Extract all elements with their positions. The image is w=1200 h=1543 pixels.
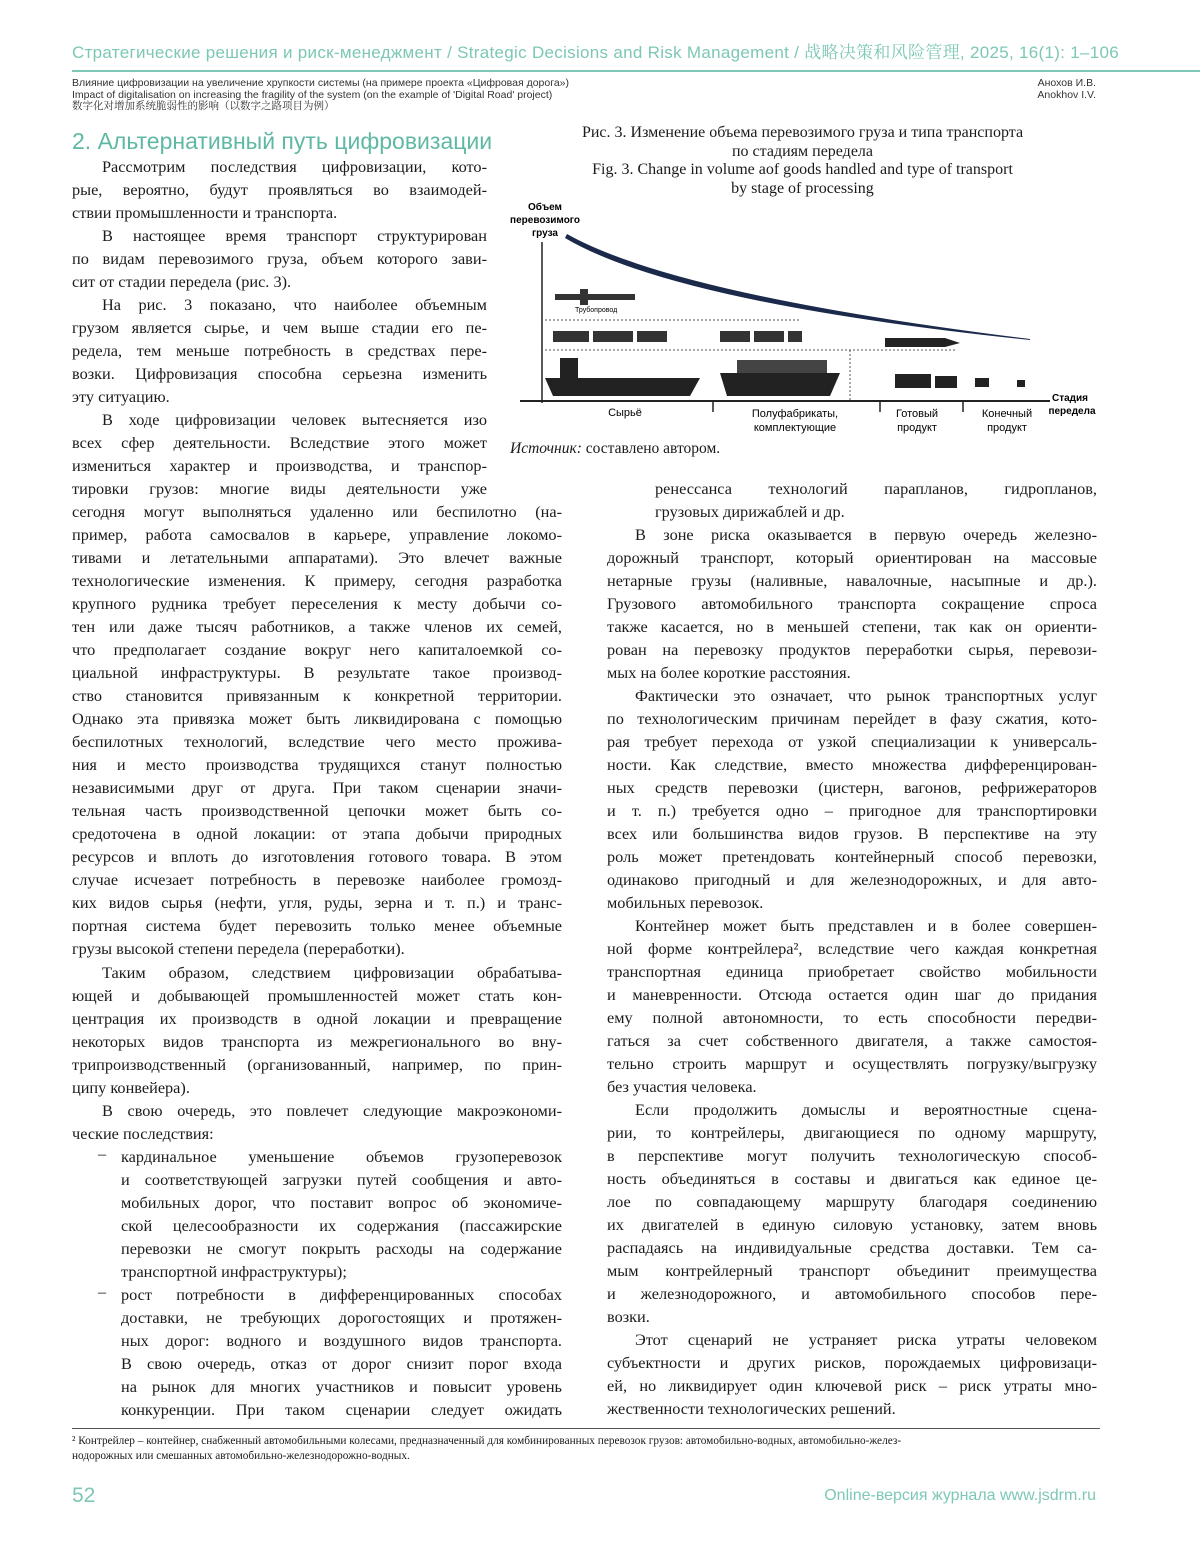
left-paragraph-4-narrow <box>72 408 487 500</box>
stage-label-raw: Сырьё <box>608 407 642 419</box>
text-line: рии, то контрейлеры, двигающиеся по одному маршруту, <box>607 1123 1097 1142</box>
right-paragraph-0 <box>655 477 1097 523</box>
text-line: кардинальное уменьшение объемов грузоперевозок <box>121 1147 562 1166</box>
text-line: ему полной автономности, то есть способности передви- <box>607 1008 1097 1027</box>
figure-source <box>510 440 720 458</box>
running-title-en: Impact of digitalisation on increasing the fragility of the system (on the example of 'Digital Road' project) <box>72 88 553 101</box>
text-line: трипроизводственный (организованный, например, по прин- <box>72 1055 562 1074</box>
text-line: перевозки не смогут покрыть расходы на содержание <box>121 1239 562 1258</box>
left-paragraph-6 <box>72 1099 562 1145</box>
text-line: ство становится привязанным к конкретной территории. <box>72 686 562 705</box>
pipeline-label: Трубопровод <box>575 307 618 314</box>
y-axis-label-1: Объем <box>528 202 562 213</box>
online-version-link[interactable]: Online-версия журнала www.jsdrm.ru <box>824 1487 1096 1504</box>
text-line: ствии промышленности и транспорта. <box>72 203 338 222</box>
right-paragraph-2 <box>607 684 1097 914</box>
source-text: составлено автором. <box>585 440 721 457</box>
text-line: некоторых видов транспорта из межрегионального во вну- <box>72 1032 562 1051</box>
text-line: Контейнер может быть представлен и в более совершен- <box>635 916 1097 935</box>
y-axis-label-3: груза <box>532 228 558 239</box>
left-paragraph-4-wide <box>72 500 562 960</box>
airplane-icon <box>885 338 960 347</box>
stage-label-final-2: продукт <box>987 422 1027 434</box>
caption-en-1: Fig. 3. Change in volume aof goods handled and type of transport <box>592 161 1013 178</box>
x-axis-label-1: Стадия <box>1051 393 1089 404</box>
text-line: также касается, но в меньшей степени, так как он ориенти- <box>607 617 1097 636</box>
text-line: возки. <box>607 1307 650 1326</box>
text-line: случае исчезает потребность в перевозке наиболее громозд- <box>72 870 562 889</box>
author-ru: Анохов И.В. <box>1037 77 1096 89</box>
right-paragraph-4 <box>607 1098 1097 1328</box>
train-icon <box>553 331 667 342</box>
text-line: гаться за счет собственного двигателя, а также самостоя- <box>607 1031 1097 1050</box>
text-line: транспортная единица приобретает свойство мобильности <box>607 962 1097 981</box>
x-axis-label-2: передела <box>1048 406 1096 417</box>
text-line: ей, но ликвидирует один ключевой риск – риск утраты мно- <box>607 1376 1097 1395</box>
left-paragraph-5 <box>72 961 562 1099</box>
caption-en-2: by stage of processing <box>731 179 874 197</box>
text-line: мобильных перевозок. <box>607 893 764 912</box>
figure-caption <box>510 124 1095 198</box>
text-line: ренессанса технологий парапланов, гидропланов, <box>655 479 1097 498</box>
text-line: на рынок для многих участников и повысит уровень <box>121 1377 562 1396</box>
text-line: нетарные грузы (наливные, навалочные, насыпные и др.). <box>607 571 1097 590</box>
text-line: средоточена в одной локации: от этапа добычи природных <box>72 824 562 843</box>
text-line: технологические изменения. К примеру, сегодня разработка <box>72 571 562 590</box>
stage-label-semi-1: Полуфабрикаты, <box>751 408 839 420</box>
left-paragraph-2 <box>72 224 487 293</box>
stage-label-semi-2: комплектующие <box>753 422 837 434</box>
tanker-ship-icon <box>545 378 700 396</box>
text-line: ской целесообразности их содержания (пассажирские <box>121 1216 562 1235</box>
text-line: рост потребности в дифференцированных способах <box>121 1285 562 1304</box>
text-line: возки. Цифровизация способна серьезна изменить <box>72 364 487 383</box>
text-line: всех сфер деятельности. Вследствие этого может <box>72 433 487 452</box>
text-line: Таким образом, следствием цифровизации обрабатыва- <box>102 963 562 982</box>
text-line: по видам перевозимого груза, объем которого зави- <box>72 249 487 268</box>
right-paragraph-5 <box>607 1328 1097 1420</box>
pipeline-icon <box>555 294 635 300</box>
journal-header: Стратегические решения и риск-менеджмент / Strategic Decisions and Risk Management / 战略决策和风险管理, 2025, 16(1): 1–106 <box>72 43 1120 62</box>
container-ship-icon <box>720 373 840 396</box>
text-line: тен или даже тысяч работников, а также членов их семей, <box>72 617 562 636</box>
text-line: роль может претендовать контейнерный способ перевозки, <box>607 847 1097 866</box>
truck-icon <box>935 376 957 388</box>
freight-train-icon <box>720 331 802 342</box>
text-line: и соответствующей загрузки путей сообщения и авто- <box>121 1170 562 1189</box>
text-line: всех или большинства видов грузов. В перспективе на эту <box>607 824 1097 843</box>
text-line: ких видов сырья (нефти, угля, руды, зерна и т. п.) и транс- <box>72 893 562 912</box>
running-title-ru: Влияние цифровизации на увеличение хрупкости системы (на примере проекта «Цифровая дорога») <box>72 77 569 89</box>
containers-icon <box>737 360 827 373</box>
text-line: грузы высокой степени передела (переработки). <box>72 939 405 958</box>
running-title-cn: 数字化对增加系统脆弱性的影响（以数字之路项目为例） <box>72 100 335 112</box>
delivery-robot-icon <box>1017 380 1025 387</box>
text-line: без участия человека. <box>607 1077 757 1096</box>
pipeline-valve-icon <box>580 289 588 305</box>
text-line: транспортной инфраструктуры); <box>121 1262 347 1281</box>
text-line: тельно строить маршрут и осуществлять погрузку/выгрузку <box>607 1054 1097 1073</box>
text-line: по технологическим причинам перейдет в фазу сжатия, кото- <box>607 709 1097 728</box>
figure-diagram <box>505 198 1100 438</box>
text-line: ность объединяться в составы и двигаться как единое це- <box>607 1169 1097 1188</box>
bullet-dash: – <box>98 1282 107 1301</box>
header-rule <box>72 70 1200 72</box>
text-line: распадаясь на индивидуальные средства доставки. Тем са- <box>607 1238 1097 1257</box>
stage-label-finished-2: продукт <box>897 422 937 434</box>
text-line: рая требует перехода от узкой специализации к универсаль- <box>607 732 1097 751</box>
running-title <box>72 78 569 113</box>
text-line: и т. п.) требуется одно – пригодное для транспортировки <box>607 801 1097 820</box>
text-line: доставки, не требующих дорогостоящих и протяжен- <box>121 1308 562 1327</box>
text-line: эту ситуацию. <box>72 387 170 406</box>
text-line: На рис. 3 показано, что наиболее объемным <box>102 295 487 314</box>
left-paragraph-1 <box>72 155 487 224</box>
right-paragraph-3 <box>607 914 1097 1098</box>
text-line: В ходе цифровизации человек вытесняется изо <box>102 410 487 429</box>
text-line: тельная часть производственной цепочки может быть со- <box>72 801 562 820</box>
footnote-line-2: нодорожных или смешанных автомобильно-железнодорожно-водных. <box>72 1450 410 1462</box>
text-line: ной форме контрейлера², вследствие чего каждая конкретная <box>607 939 1097 958</box>
text-line: ческие последствия: <box>72 1124 214 1143</box>
text-line: мым контрейлерный транспорт объединит преимущества <box>607 1261 1097 1280</box>
text-line: ресурсов и вплоть до изготовления готового товара. В этом <box>72 847 562 866</box>
text-line: грузом является сырье, и чем выше стадии его пе- <box>72 318 487 337</box>
source-label: Источник: <box>510 440 582 457</box>
text-line: ных дорог: водного и воздушного видов транспорта. <box>121 1331 562 1350</box>
text-line: что предполагает создание вокруг него капиталоемкой со- <box>72 640 562 659</box>
footnote-rule <box>72 1428 1100 1429</box>
text-line: крупного рудника требует переселения к месту добычи со- <box>72 594 562 613</box>
text-line: ющей и добывающей промышленностей может стать кон- <box>72 986 562 1005</box>
caption-ru-1: Рис. 3. Изменение объема перевозимого груза и типа транспорта <box>581 124 1024 141</box>
text-line: мых на более короткие расстояния. <box>607 663 851 682</box>
bullet-item-1 <box>121 1145 562 1283</box>
text-line: тивами и летательными аппаратами). Это влечет важные <box>72 548 562 567</box>
text-line: В зоне риска оказывается в первую очередь железно- <box>635 525 1097 544</box>
text-line: В свою очередь, отказ от дорог снизит порог входа <box>121 1354 562 1373</box>
text-line: их двигателей в единую силовую установку, затем вновь <box>607 1215 1097 1234</box>
text-line: В настоящее время транспорт структурирован <box>102 226 487 245</box>
text-line: сегодня могут выполняться удаленно или беспилотно (на- <box>72 502 562 521</box>
text-line: портная система будет перевозить только менее объемные <box>72 916 562 935</box>
text-line: Если продолжить домыслы и вероятностные сцена- <box>635 1100 1097 1119</box>
text-line: субъектности и других рисков, порождаемых цифровизаци- <box>607 1353 1097 1372</box>
text-line: Этот сценарий не устраняет риска утраты человеком <box>635 1330 1097 1349</box>
text-line: в перспективе могут получить технологическую способ- <box>607 1146 1097 1165</box>
text-line: и маневренности. Отсюда остается один шаг до придания <box>607 985 1097 1004</box>
text-line: ных средств перевозки (цистерн, вагонов, рефрижераторов <box>607 778 1097 797</box>
text-line: независимыми друг от друга. При таком сценарии значи- <box>72 778 562 797</box>
text-line: тировки грузов: многие виды деятельности уже <box>72 479 487 498</box>
text-line: Грузового автомобильного транспорта сокращение спроса <box>607 594 1097 613</box>
text-line: Однако эта привязка может быть ликвидирована с помощью <box>72 709 562 728</box>
text-line: ципу конвейера). <box>72 1078 190 1097</box>
text-line: ния и место производства трудящихся станут полностью <box>72 755 562 774</box>
text-line: жественности технологических решений. <box>607 1399 896 1418</box>
text-line: ности. Как следствие, вместо множества дифференцирован- <box>607 755 1097 774</box>
caption-ru-2: по стадиям передела <box>731 142 874 160</box>
text-line: пример, работа самосвалов в карьере, управление локомо- <box>72 525 562 544</box>
ship-bridge-icon <box>560 358 578 378</box>
volume-curve <box>565 234 1030 340</box>
text-line: одинаково пригодный и для железнодорожных, и для авто- <box>607 870 1097 889</box>
text-line: дорожный транспорт, который ориентирован на массовые <box>607 548 1097 567</box>
stage-label-final-1: Конечный <box>981 408 1033 420</box>
text-line: грузовых дирижаблей и др. <box>655 502 845 521</box>
y-axis-label-2: перевозимого <box>510 215 580 226</box>
text-line: Рассмотрим последствия цифровизации, кото- <box>102 157 487 176</box>
text-line: сит от стадии передела (рис. 3). <box>72 272 292 291</box>
footnote <box>72 1434 1100 1464</box>
text-line: беспилотных технологий, вследствие чего место прожива- <box>72 732 562 751</box>
footnote-line-1: ² Контрейлер – контейнер, снабженный автомобильными колесами, предназначенный для комбинированных перевозок грузов: автомобильно-водных, автомобильно-желез- <box>72 1435 902 1447</box>
page-number: 52 <box>72 1484 96 1507</box>
text-line: рован на перевозку продуктов переработки сырья, перевози- <box>607 640 1097 659</box>
text-line: и железнодорожного, и автомобильного способов пере- <box>607 1284 1097 1303</box>
text-line: В свою очередь, это повлечет следующие макроэкономи- <box>102 1101 562 1120</box>
text-line: лое по совпадающему маршруту благодаря соединению <box>607 1192 1097 1211</box>
text-line: мобильных дорог, что поставит вопрос об экономиче- <box>121 1193 562 1212</box>
text-line: циальной инфраструктуры. В результате такое производ- <box>72 663 562 682</box>
bullet-dash: – <box>98 1144 107 1163</box>
right-paragraph-1 <box>607 523 1097 684</box>
van-icon <box>975 378 989 387</box>
text-line: редела, тем меньше потребность в средствах пере- <box>72 341 487 360</box>
text-line: Фактически это означает, что рынок транспортных услуг <box>635 686 1097 705</box>
stage-label-finished-1: Готовый <box>895 408 939 420</box>
truck-icon <box>895 374 931 388</box>
text-line: центрация их производств в одной локации и превращение <box>72 1009 562 1028</box>
author-en: Anokhov I.V. <box>1037 88 1096 101</box>
text-line: измениться характер и производства, и транспор- <box>72 456 487 475</box>
text-line: рые, вероятно, будут проявляться во взаимодей- <box>72 180 487 199</box>
bullet-item-2 <box>121 1283 562 1421</box>
text-line: конкуренции. При таком сценарии следует ожидать <box>121 1400 562 1419</box>
left-paragraph-3 <box>72 293 487 408</box>
section-title: 2. Альтернативный путь цифровизации <box>72 128 493 154</box>
author-block <box>1037 78 1096 101</box>
